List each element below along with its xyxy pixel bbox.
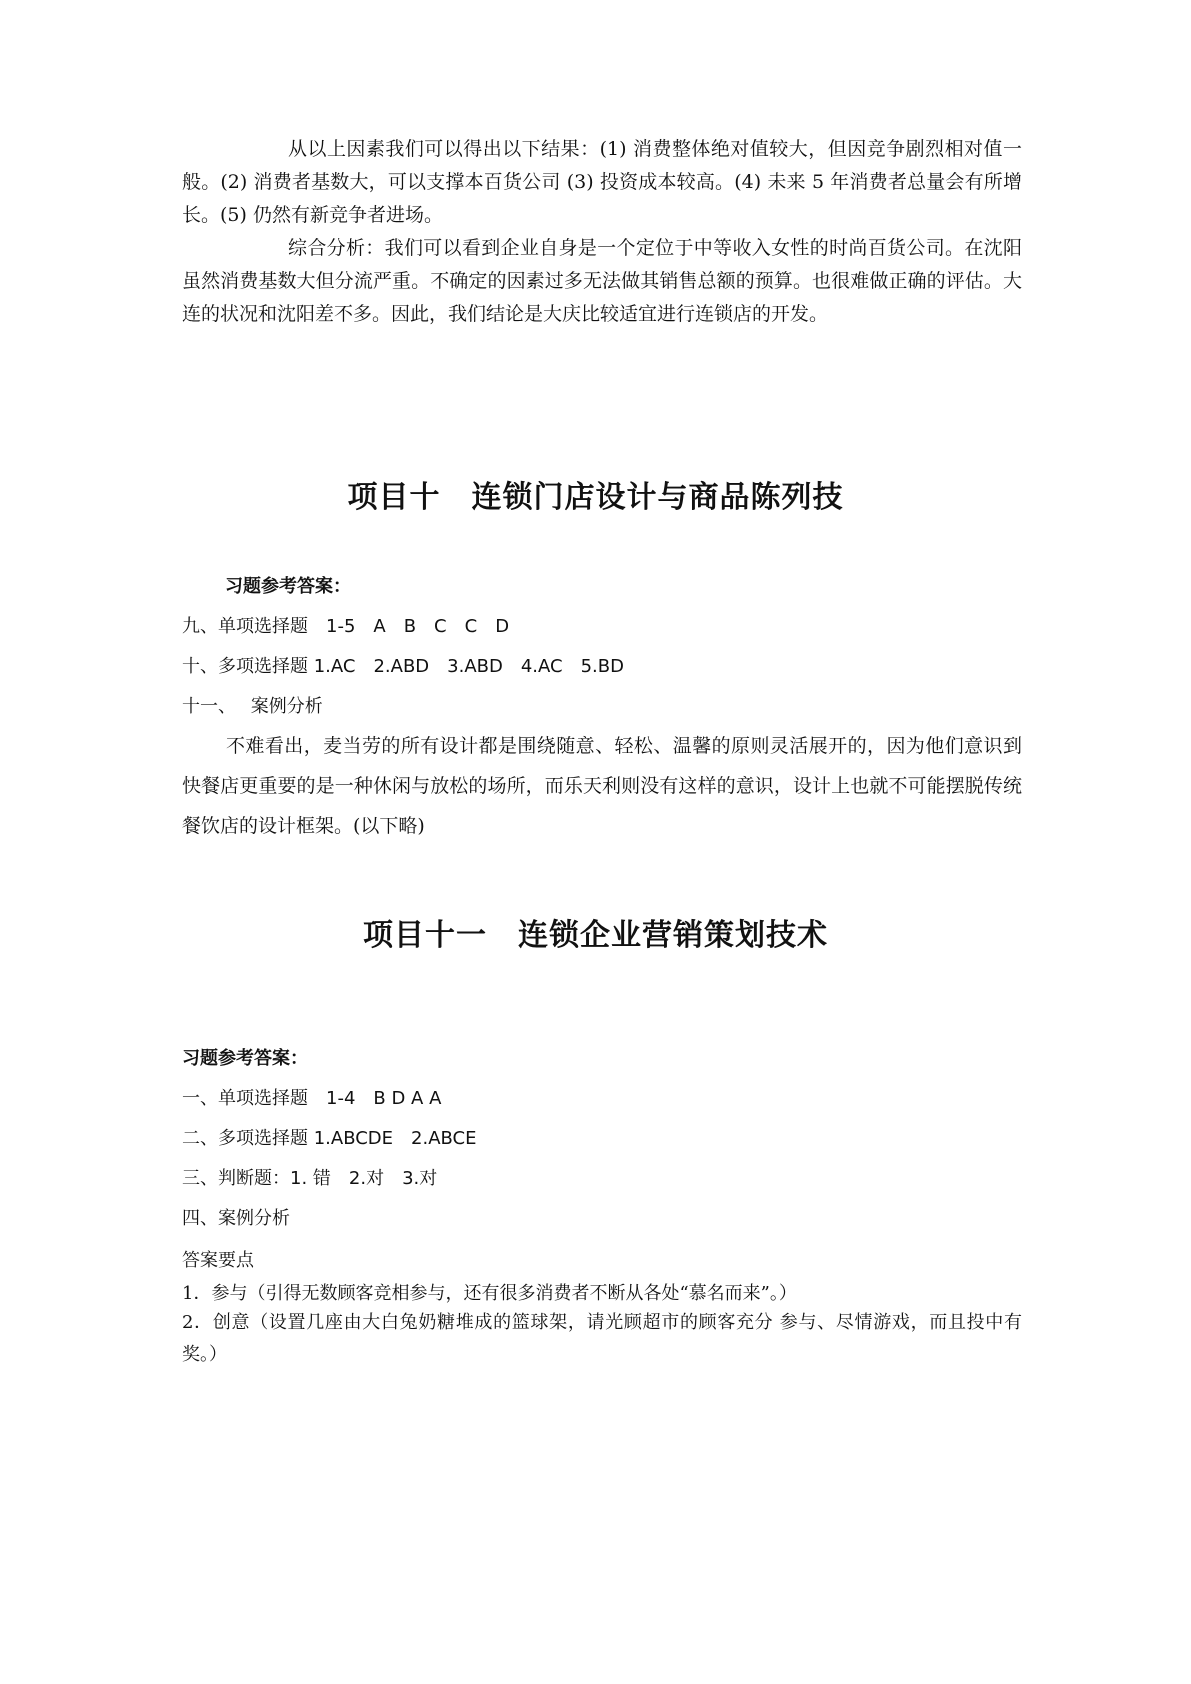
section-10-q9: 九、单项选择题 1-5 A B C C D [182,616,510,637]
section-11-q3: 三、判断题：1. 错 2.对 3.对 [182,1168,438,1189]
section-11-point-2: 2．创意（设置几座由大白兔奶糖堆成的篮球架，请光顾超市的顾客充分 参与、尽情游戏，而且投中有奖。） [182,1312,1022,1365]
section-11-q2: 二、多项选择题 1.ABCDE 2.ABCE [182,1128,477,1149]
section-11-title: 项目十一 连锁企业营销策划技术 [363,918,828,953]
section-11-q4: 四、案例分析 [182,1208,290,1229]
section-11-q1: 一、单项选择题 1-4 B D A A [182,1088,442,1109]
section-11-answers-heading: 习题参考答案： [182,1048,308,1069]
section-10-q11: 十一、 案例分析 [182,696,323,717]
section-10-q10: 十、多项选择题 1.AC 2.ABD 3.ABD 4.AC 5.BD [182,656,624,677]
intro-section [182,133,1022,331]
intro-paragraph-1: 从以上因素我们可以得出以下结果：(1) 消费整体绝对值较大，但因竞争剧烈相对值一般。(2) 消费者基数大，可以支撑本百货公司 (3) 投资成本较高。(4) 未来 5 年消费者总量会有所增长。(5) 仍然有新竞争者进场。 [182,138,1022,226]
section-10-case-analysis [182,726,1022,846]
section-10-title: 项目十 连锁门店设计与商品陈列技 [347,480,844,515]
section-11-key-points-heading: 答案要点 [182,1250,254,1271]
intro-paragraph-2: 综合分析：我们可以看到企业自身是一个定位于中等收入女性的时尚百货公司。在沈阳虽然消费基数大但分流严重。不确定的因素过多无法做其销售总额的预算。也很难做正确的评估。大连的状况和沈阳差不多。因此，我们结论是大庆比较适宜进行连锁店的开发。 [182,237,1022,325]
section-10-case-text: 不难看出，麦当劳的所有设计都是围绕随意、轻松、温馨的原则灵活展开的，因为他们意识到快餐店更重要的是一种休闲与放松的场所，而乐天利则没有这样的意识，设计上也就不可能摆脱传统餐饮店的设计框架。(以下略) [182,735,1022,837]
section-11-point-1: 1．参与（引得无数顾客竞相参与，还有很多消费者不断从各处“慕名而来”。） [182,1283,797,1304]
section-10-answers-heading: 习题参考答案： [225,576,351,597]
